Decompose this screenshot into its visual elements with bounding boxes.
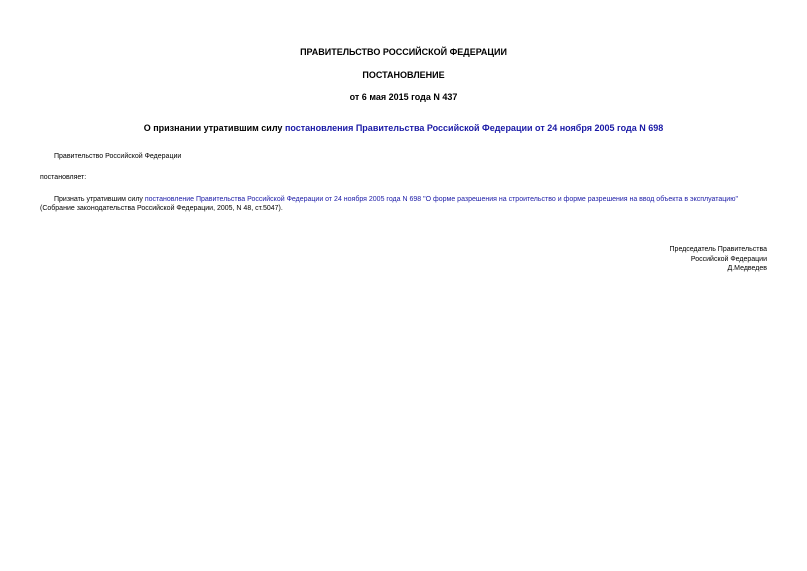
- paragraph-item-source: (Собрание законодательства Российской Федерации, 2005, N 48, ст.5047).: [40, 205, 283, 212]
- paragraph-item: [54, 195, 738, 204]
- signature-position-line2: Российской Федерации: [690, 255, 767, 263]
- paragraph-government: Правительство Российской Федерации: [54, 153, 182, 160]
- paragraph-decrees: постановляет:: [40, 174, 87, 181]
- document-title: [0, 122, 807, 134]
- signature-name: Д.Медведев: [727, 265, 767, 272]
- signature-block: [670, 245, 767, 274]
- issuer-heading: ПРАВИТЕЛЬСТВО РОССИЙСКОЙ ФЕДЕРАЦИИ: [300, 47, 507, 57]
- document-title-prefix: О признании утратившим силу: [143, 123, 285, 133]
- document-type-heading: ПОСТАНОВЛЕНИЕ: [362, 70, 445, 80]
- item-prefix: Признать утратившим силу: [54, 196, 145, 203]
- document-date-number: от 6 мая 2015 года N 437: [349, 92, 458, 102]
- signature-position-line1: Председатель Правительства: [669, 246, 767, 253]
- document-title-link[interactable]: постановления Правительства Российской Федерации от 24 ноября 2005 года N 698: [284, 123, 664, 133]
- item-link[interactable]: постановление Правительства Российской Федерации от 24 ноября 2005 года N 698 "О форме разрешения на строительство и форме разрешения на ввод объекта в эксплуатацию": [144, 196, 738, 203]
